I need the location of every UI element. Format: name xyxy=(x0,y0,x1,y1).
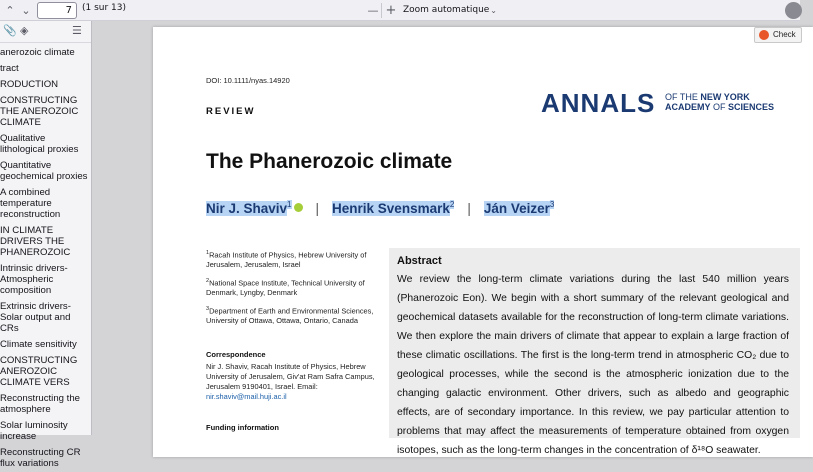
outline-sidebar xyxy=(0,21,92,469)
author-affiliation-marker: 2 xyxy=(449,200,455,209)
outline-item[interactable]: Extrinsic drivers-Solar output and CRs xyxy=(0,301,71,334)
zoom-select[interactable] xyxy=(398,2,502,19)
check-button-label: Check xyxy=(773,30,796,39)
pdf-toolbar xyxy=(0,0,800,21)
outline-item[interactable]: Qualitative lithological proxies xyxy=(0,133,79,155)
abstract-heading: Abstract xyxy=(397,255,442,267)
outline-item[interactable]: anerozoic climate xyxy=(0,47,75,58)
toolbar-divider xyxy=(381,3,382,18)
author-affiliation-marker: 3 xyxy=(549,200,555,209)
check-for-updates-button[interactable] xyxy=(754,27,802,43)
affiliation: $^1$Racah Institute of Physics, Hebrew University of Jerusalem, Jerusalem, Israel xyxy=(206,250,367,270)
outline-list-icon[interactable]: ☰ xyxy=(72,24,82,37)
journal-logo-subtitle: OF THE NEW YORK ACADEMY OF SCIENCES xyxy=(665,92,775,112)
outline-item[interactable]: Intrinsic drivers-Atmospheric composition xyxy=(0,263,68,296)
orcid-icon[interactable] xyxy=(294,203,303,212)
correspondence-text: Nir J. Shaviv, Racah Institute of Physics, Hebrew University of Jerusalem, Giv'at Ram Safra Campus, Jerusalem 9190401, Israel. Email: nir.shaviv@mail.huji.ac.il xyxy=(206,362,375,401)
account-avatar[interactable] xyxy=(785,2,802,19)
layers-icon[interactable]: ◈ xyxy=(20,24,29,37)
doi-line: DOI: 10.1111/nyas.14920 xyxy=(206,76,290,85)
section-label: REVIEW xyxy=(206,106,256,117)
affiliation: $^3$Department of Earth and Environmental Sciences, University of Ottawa, Ottawa, Ontario, Canada xyxy=(206,306,374,326)
outline-item[interactable]: Reconstructing the atmosphere xyxy=(0,393,80,415)
zoom-select-value: Zoom automatique xyxy=(403,5,490,15)
outline-item[interactable]: Solar luminosity increase xyxy=(0,420,68,442)
journal-logo: ANNALS xyxy=(541,88,656,118)
affiliation: $^2$National Space Institute, Technical University of Denmark, Lyngby, Denmark xyxy=(206,278,365,298)
outline-item[interactable]: CONSTRUCTING ANEROZOIC CLIMATE VERS xyxy=(0,355,78,388)
chevron-up-icon[interactable]: ⌃ xyxy=(5,4,15,17)
outline-item[interactable]: tract xyxy=(0,63,19,74)
author-name[interactable]: Nir J. Shaviv xyxy=(206,200,288,216)
author-list xyxy=(206,200,554,216)
email-link[interactable]: nir.shaviv@mail.huji.ac.il xyxy=(206,392,287,401)
page-count-label: (1 sur 13) xyxy=(82,3,127,13)
author-divider: | xyxy=(315,200,320,216)
outline-item[interactable]: Reconstructing CR flux variations xyxy=(0,447,81,469)
correspondence-heading: Correspondence xyxy=(206,350,266,359)
outline-item[interactable]: IN CLIMATE DRIVERS THE PHANEROZOIC xyxy=(0,225,71,258)
author-name[interactable]: Henrik Svensmark xyxy=(332,200,450,216)
chevron-down-icon: ⌄ xyxy=(490,6,497,15)
attachment-icon[interactable]: 📎 xyxy=(3,24,17,37)
chevron-down-icon[interactable]: ⌄ xyxy=(21,4,31,17)
zoom-out-button[interactable]: — xyxy=(367,4,379,17)
funding-heading: Funding information xyxy=(206,423,279,432)
sidebar-toolbar xyxy=(0,21,91,43)
outline-item[interactable]: CONSTRUCTING THE ANEROZOIC CLIMATE xyxy=(0,95,79,128)
author-divider: | xyxy=(467,200,471,216)
page-number-input[interactable]: 7 xyxy=(37,2,77,19)
author-affiliation-marker: 1 xyxy=(287,200,292,209)
outline-item[interactable]: A combined temperature reconstruction xyxy=(0,187,61,220)
document-outline xyxy=(0,43,91,472)
article-title: The Phanerozoic climate xyxy=(206,150,453,173)
outline-item[interactable]: Climate sensitivity xyxy=(0,339,77,350)
author-name[interactable]: Ján Veizer xyxy=(483,200,550,216)
crossmark-icon xyxy=(759,30,769,40)
abstract-text: We review the long-term climate variations during the last 540 million years (Phanerozoic Eon). We begin with a short summary of the relevant geological and geochemical datasets available for the reconstruction of long-term climate variations. We then explore the main drivers of climate that appear to explain a large fraction of these climatic oscillations. The first is the long-term trend in atmospheric CO₂ due to geological processes, while the second is the atmospheric ionization due to the changing galactic environment. Other drivers, such as albedo and geographic effects, are of secondary importance. In this review, we pay particular attention to problems that may affect the measurements of temperature obtained from oxygen isotopes, such as the long-term changes in the concentration of δ¹⁸O seawater. xyxy=(397,274,789,456)
zoom-in-button[interactable]: + xyxy=(385,3,397,18)
outline-item[interactable]: Quantitative geochemical proxies xyxy=(0,160,88,182)
outline-item[interactable]: RODUCTION xyxy=(0,79,59,90)
